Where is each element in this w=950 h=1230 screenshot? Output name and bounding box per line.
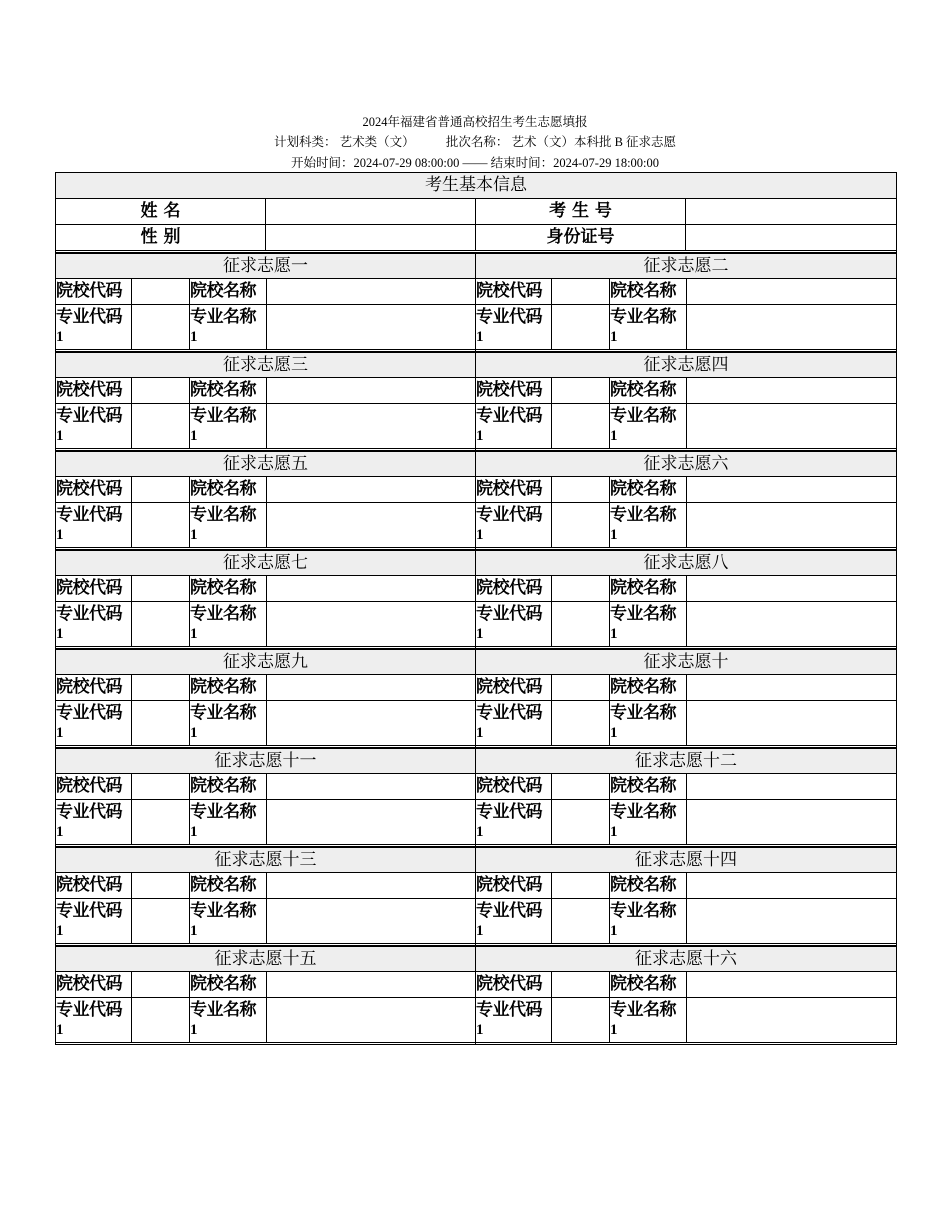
major-code-label (56, 899, 132, 943)
school-row (56, 873, 475, 899)
major-row (56, 602, 475, 649)
major-row (476, 800, 896, 847)
major-name-index: 1 (610, 923, 617, 939)
school-name-field[interactable] (687, 477, 896, 502)
major-code-field[interactable] (552, 503, 610, 547)
name-label: 姓 名 (56, 199, 266, 224)
school-row (476, 675, 896, 701)
school-code-field[interactable] (132, 675, 190, 700)
major-name-label-text: 专业名称 (190, 505, 256, 525)
major-row (476, 503, 896, 550)
school-row (56, 378, 475, 404)
school-code-field[interactable] (552, 576, 610, 601)
major-code-label-text: 专业代码 (56, 703, 122, 723)
major-code-label-text: 专业代码 (476, 604, 542, 624)
volunteer-row (56, 748, 896, 847)
major-code-label-text: 专业代码 (56, 406, 122, 426)
school-code-label: 院校代码 (56, 675, 132, 700)
school-name-field[interactable] (267, 378, 475, 403)
major-name-field[interactable] (687, 701, 896, 745)
school-name-field[interactable] (687, 873, 896, 898)
school-row (476, 279, 896, 305)
major-row (56, 305, 475, 352)
major-name-label (610, 602, 687, 646)
major-code-label-text: 专业代码 (56, 307, 122, 327)
id-field[interactable] (686, 225, 896, 250)
major-name-field[interactable] (687, 305, 896, 349)
school-code-label: 院校代码 (476, 477, 552, 502)
school-name-field[interactable] (687, 279, 896, 304)
school-name-field[interactable] (687, 972, 896, 997)
school-code-field[interactable] (552, 279, 610, 304)
major-code-index: 1 (476, 1022, 483, 1038)
volunteer-title: 征求志愿十五 (56, 946, 475, 972)
school-code-label: 院校代码 (56, 279, 132, 304)
school-code-field[interactable] (552, 972, 610, 997)
major-code-label (476, 998, 552, 1042)
volunteer-block (476, 847, 896, 946)
major-name-label-text: 专业名称 (610, 505, 676, 525)
school-name-label: 院校名称 (610, 675, 687, 700)
major-name-index: 1 (610, 626, 617, 642)
major-code-label-text: 专业代码 (56, 1000, 122, 1020)
major-code-label-text: 专业代码 (476, 307, 542, 327)
major-code-index: 1 (56, 626, 63, 642)
major-code-index: 1 (476, 824, 483, 840)
school-code-label: 院校代码 (56, 972, 132, 997)
school-name-label: 院校名称 (190, 477, 267, 502)
major-name-label (190, 602, 267, 646)
major-name-label (190, 305, 267, 349)
major-code-field[interactable] (132, 404, 190, 448)
volunteer-title: 征求志愿十三 (56, 847, 475, 873)
major-name-field[interactable] (267, 701, 475, 745)
volunteer-row (56, 649, 896, 748)
major-name-label (610, 503, 687, 547)
school-code-label: 院校代码 (56, 477, 132, 502)
major-name-label (610, 305, 687, 349)
major-code-label-text: 专业代码 (56, 604, 122, 624)
major-name-index: 1 (190, 1022, 197, 1038)
major-row (476, 701, 896, 748)
major-code-field[interactable] (552, 404, 610, 448)
major-code-label (476, 404, 552, 448)
major-code-field[interactable] (552, 701, 610, 745)
id-label: 身份证号 (476, 225, 686, 250)
major-name-index: 1 (610, 824, 617, 840)
volunteer-block (56, 748, 476, 847)
major-row (56, 800, 475, 847)
major-name-label (190, 899, 267, 943)
volunteer-title: 征求志愿一 (56, 253, 475, 279)
volunteer-title: 征求志愿六 (476, 451, 896, 477)
volunteer-row (56, 550, 896, 649)
major-code-label (56, 404, 132, 448)
volunteer-block (476, 550, 896, 649)
major-code-field[interactable] (552, 899, 610, 943)
school-name-label: 院校名称 (610, 576, 687, 601)
major-name-field[interactable] (687, 998, 896, 1042)
major-code-index: 1 (476, 626, 483, 642)
major-name-index: 1 (190, 626, 197, 642)
school-code-label: 院校代码 (56, 378, 132, 403)
school-name-label: 院校名称 (190, 774, 267, 799)
major-row (476, 899, 896, 946)
exam-no-label: 考 生 号 (476, 199, 686, 224)
major-name-label-text: 专业名称 (190, 604, 256, 624)
school-row (476, 477, 896, 503)
gender-field[interactable] (266, 225, 476, 250)
school-name-field[interactable] (267, 774, 475, 799)
major-row (476, 305, 896, 352)
school-name-field[interactable] (267, 576, 475, 601)
volunteer-block (56, 946, 476, 1045)
major-name-index: 1 (190, 824, 197, 840)
major-code-field[interactable] (132, 305, 190, 349)
major-name-index: 1 (190, 329, 197, 345)
volunteer-row (56, 847, 896, 946)
school-name-field[interactable] (687, 576, 896, 601)
major-code-label (56, 305, 132, 349)
major-name-index: 1 (610, 428, 617, 444)
school-name-label: 院校名称 (190, 675, 267, 700)
major-code-index: 1 (56, 527, 63, 543)
gender-label: 性 别 (56, 225, 266, 250)
volunteer-block (56, 550, 476, 649)
major-code-field[interactable] (552, 602, 610, 646)
major-name-label-text: 专业名称 (610, 802, 676, 822)
major-code-label-text: 专业代码 (476, 406, 542, 426)
major-code-label (476, 701, 552, 745)
major-code-field[interactable] (552, 305, 610, 349)
major-name-label-text: 专业名称 (610, 604, 676, 624)
school-code-field[interactable] (132, 378, 190, 403)
major-name-index: 1 (190, 527, 197, 543)
volunteer-block (476, 649, 896, 748)
school-row (476, 576, 896, 602)
major-name-label (190, 800, 267, 844)
time-info-line: 开始时间：2024-07-29 08:00:00 —— 结束时间：2024-07-29 18:00:00 (290, 156, 660, 170)
major-code-label (56, 800, 132, 844)
volunteer-title: 征求志愿九 (56, 649, 475, 675)
volunteer-title: 征求志愿三 (56, 352, 475, 378)
major-name-label (610, 899, 687, 943)
major-name-label-text: 专业名称 (190, 307, 256, 327)
major-code-index: 1 (56, 824, 63, 840)
major-name-label-text: 专业名称 (190, 1000, 256, 1020)
major-code-label (476, 602, 552, 646)
major-code-field[interactable] (132, 800, 190, 844)
school-name-label: 院校名称 (610, 873, 687, 898)
major-code-index: 1 (56, 725, 63, 741)
volunteer-title: 征求志愿十六 (476, 946, 896, 972)
major-name-field[interactable] (267, 800, 475, 844)
plan-info-line: 计划科类： 艺术类（文） 批次名称： 艺术（文）本科批 B 征求志愿 (273, 135, 677, 149)
major-name-index: 1 (610, 725, 617, 741)
school-row (56, 675, 475, 701)
school-code-field[interactable] (132, 279, 190, 304)
volunteer-block (56, 847, 476, 946)
volunteer-title: 征求志愿十一 (56, 748, 475, 774)
major-name-label (610, 404, 687, 448)
school-name-label: 院校名称 (190, 576, 267, 601)
volunteer-row (56, 946, 896, 1045)
major-name-field[interactable] (267, 998, 475, 1042)
school-name-label: 院校名称 (610, 279, 687, 304)
major-code-label (56, 998, 132, 1042)
volunteer-block (56, 451, 476, 550)
volunteer-title: 征求志愿十四 (476, 847, 896, 873)
volunteer-block (476, 352, 896, 451)
school-code-field[interactable] (552, 873, 610, 898)
major-code-field[interactable] (132, 503, 190, 547)
school-row (56, 774, 475, 800)
school-code-label: 院校代码 (476, 279, 552, 304)
major-code-index: 1 (56, 1022, 63, 1038)
volunteer-row (56, 451, 896, 550)
major-name-index: 1 (610, 1022, 617, 1038)
major-code-index: 1 (476, 329, 483, 345)
major-name-label (610, 800, 687, 844)
school-code-label: 院校代码 (476, 774, 552, 799)
major-name-field[interactable] (267, 503, 475, 547)
major-code-field[interactable] (132, 701, 190, 745)
major-code-index: 1 (56, 428, 63, 444)
volunteer-title: 征求志愿二 (476, 253, 896, 279)
school-code-field[interactable] (552, 477, 610, 502)
major-code-field[interactable] (132, 899, 190, 943)
school-code-field[interactable] (132, 477, 190, 502)
major-name-label-text: 专业名称 (190, 703, 256, 723)
school-name-field[interactable] (267, 477, 475, 502)
exam-no-field[interactable] (686, 199, 896, 224)
volunteer-title: 征求志愿五 (56, 451, 475, 477)
school-name-label: 院校名称 (610, 972, 687, 997)
major-code-label-text: 专业代码 (476, 703, 542, 723)
major-name-index: 1 (610, 329, 617, 345)
major-code-label (56, 602, 132, 646)
major-name-index: 1 (610, 527, 617, 543)
volunteer-block (56, 649, 476, 748)
major-name-label (610, 701, 687, 745)
school-name-label: 院校名称 (190, 972, 267, 997)
major-code-index: 1 (476, 923, 483, 939)
major-code-label (476, 503, 552, 547)
major-name-label (190, 404, 267, 448)
major-code-index: 1 (56, 923, 63, 939)
major-row (56, 404, 475, 451)
major-name-label (190, 503, 267, 547)
school-name-label: 院校名称 (610, 774, 687, 799)
major-name-label-text: 专业名称 (610, 703, 676, 723)
major-code-index: 1 (476, 527, 483, 543)
volunteer-title: 征求志愿八 (476, 550, 896, 576)
volunteer-block (476, 946, 896, 1045)
school-name-label: 院校名称 (610, 378, 687, 403)
name-field[interactable] (266, 199, 476, 224)
major-name-label-text: 专业名称 (610, 406, 676, 426)
major-code-index: 1 (476, 725, 483, 741)
school-name-label: 院校名称 (610, 477, 687, 502)
major-name-index: 1 (190, 428, 197, 444)
school-code-field[interactable] (132, 774, 190, 799)
school-code-field[interactable] (132, 576, 190, 601)
school-code-field[interactable] (132, 972, 190, 997)
school-code-label: 院校代码 (476, 675, 552, 700)
major-code-label (56, 701, 132, 745)
school-code-label: 院校代码 (476, 576, 552, 601)
major-code-index: 1 (476, 428, 483, 444)
major-code-label-text: 专业代码 (56, 802, 122, 822)
basic-info-row-2 (56, 225, 896, 253)
major-code-label (56, 503, 132, 547)
major-name-field[interactable] (687, 503, 896, 547)
major-row (476, 602, 896, 649)
school-row (476, 378, 896, 404)
major-name-field[interactable] (267, 404, 475, 448)
major-name-label-text: 专业名称 (610, 1000, 676, 1020)
volunteer-title: 征求志愿十 (476, 649, 896, 675)
major-code-label-text: 专业代码 (56, 505, 122, 525)
school-name-field[interactable] (267, 675, 475, 700)
major-code-label-text: 专业代码 (56, 901, 122, 921)
major-code-label-text: 专业代码 (476, 505, 542, 525)
volunteer-form (55, 172, 897, 1045)
school-name-field[interactable] (687, 774, 896, 799)
school-row (56, 279, 475, 305)
page-title: 2024年福建省普通高校招生考生志愿填报 (362, 115, 588, 129)
school-code-label: 院校代码 (56, 774, 132, 799)
school-name-label: 院校名称 (190, 873, 267, 898)
major-name-label (190, 998, 267, 1042)
major-row (56, 998, 475, 1045)
major-name-label (190, 701, 267, 745)
major-name-field[interactable] (687, 899, 896, 943)
school-code-label: 院校代码 (476, 378, 552, 403)
major-code-field[interactable] (552, 800, 610, 844)
major-code-label (476, 800, 552, 844)
school-name-label: 院校名称 (190, 378, 267, 403)
major-code-label (476, 305, 552, 349)
school-name-field[interactable] (687, 378, 896, 403)
volunteer-grid (56, 253, 896, 1045)
major-name-field[interactable] (267, 305, 475, 349)
school-row (476, 774, 896, 800)
major-name-field[interactable] (687, 800, 896, 844)
major-name-label-text: 专业名称 (190, 406, 256, 426)
major-name-index: 1 (190, 923, 197, 939)
major-row (476, 998, 896, 1045)
major-code-label-text: 专业代码 (476, 901, 542, 921)
major-code-field[interactable] (132, 602, 190, 646)
volunteer-block (56, 253, 476, 352)
school-row (476, 873, 896, 899)
school-code-field[interactable] (552, 675, 610, 700)
volunteer-block (56, 352, 476, 451)
school-code-field[interactable] (132, 873, 190, 898)
major-code-label (476, 899, 552, 943)
volunteer-row (56, 253, 896, 352)
major-code-index: 1 (56, 329, 63, 345)
major-name-field[interactable] (687, 404, 896, 448)
volunteer-block (476, 748, 896, 847)
major-name-label-text: 专业名称 (610, 901, 676, 921)
school-row (56, 477, 475, 503)
school-row (56, 576, 475, 602)
major-name-field[interactable] (267, 899, 475, 943)
school-name-field[interactable] (267, 972, 475, 997)
major-name-field[interactable] (687, 602, 896, 646)
basic-info-title: 考生基本信息 (425, 175, 527, 195)
volunteer-row (56, 352, 896, 451)
volunteer-title: 征求志愿十二 (476, 748, 896, 774)
major-name-index: 1 (190, 725, 197, 741)
school-name-field[interactable] (267, 279, 475, 304)
major-name-label-text: 专业名称 (190, 901, 256, 921)
major-name-field[interactable] (267, 602, 475, 646)
school-code-label: 院校代码 (56, 873, 132, 898)
school-code-label: 院校代码 (476, 972, 552, 997)
major-name-label (610, 998, 687, 1042)
school-row (476, 972, 896, 998)
major-row (476, 404, 896, 451)
major-row (56, 503, 475, 550)
major-code-field[interactable] (132, 998, 190, 1042)
volunteer-title: 征求志愿四 (476, 352, 896, 378)
basic-info-header (56, 173, 896, 199)
major-row (56, 899, 475, 946)
school-name-field[interactable] (267, 873, 475, 898)
basic-info-row-1 (56, 199, 896, 225)
volunteer-block (476, 451, 896, 550)
school-code-field[interactable] (552, 774, 610, 799)
major-code-field[interactable] (552, 998, 610, 1042)
school-row (56, 972, 475, 998)
school-code-field[interactable] (552, 378, 610, 403)
major-code-label-text: 专业代码 (476, 802, 542, 822)
school-code-label: 院校代码 (56, 576, 132, 601)
major-name-label-text: 专业名称 (190, 802, 256, 822)
major-row (56, 701, 475, 748)
school-name-field[interactable] (687, 675, 896, 700)
volunteer-title: 征求志愿七 (56, 550, 475, 576)
volunteer-block (476, 253, 896, 352)
major-name-label-text: 专业名称 (610, 307, 676, 327)
school-code-label: 院校代码 (476, 873, 552, 898)
school-name-label: 院校名称 (190, 279, 267, 304)
major-code-label-text: 专业代码 (476, 1000, 542, 1020)
